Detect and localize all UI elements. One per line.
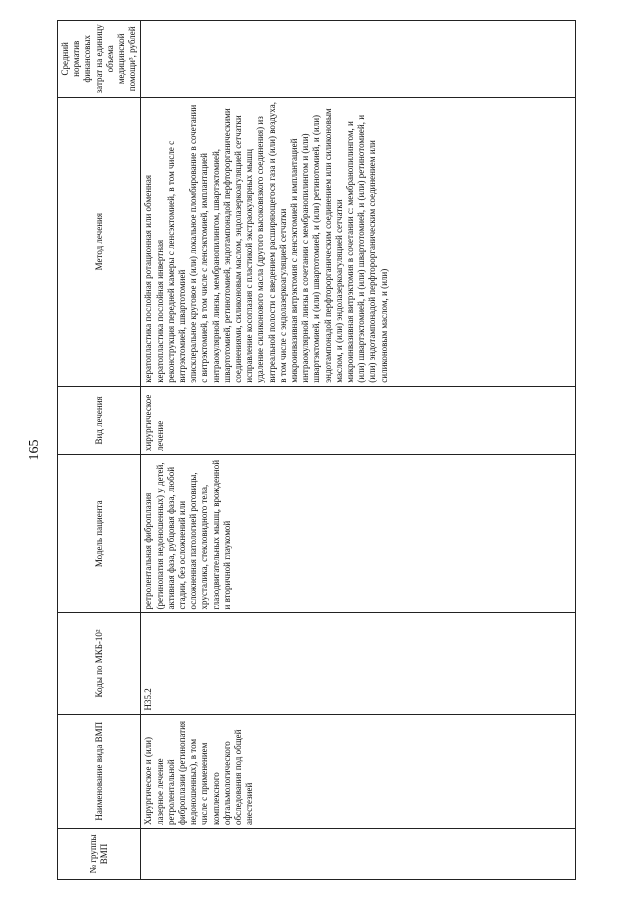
page-number: 165 bbox=[27, 439, 42, 461]
method-item: реконструкция передней камеры с ленсэктомией, в том числе с витрэктомией, швартотомией bbox=[165, 140, 188, 383]
cell-group-number bbox=[141, 828, 576, 879]
method-item: микроинвазивная витрэктомия в сочетании с: мембранопилингом, и (или) швартэктомией, и (или) швартотомией, и (или) ретинотомией, и (или) эндотампонадой перфторорганическим соединением или силиконовым маслом, и (или) bbox=[345, 114, 389, 383]
header-average-cost: Средний норматив финансовых затрат на единицу объема медицинской помощи³, рублей bbox=[58, 21, 141, 98]
cell-average-cost bbox=[141, 21, 576, 98]
cell-treatment-type: хирургическое лечение bbox=[141, 386, 576, 454]
header-patient-model: Модель пациента bbox=[58, 455, 141, 613]
header-group-number: № группы ВМП bbox=[58, 828, 141, 879]
method-item: кератопластика послойная ротационная или обменная bbox=[143, 175, 154, 383]
header-icd-codes: Коды по МКБ-10² bbox=[58, 613, 141, 714]
method-item: микроинвазивная витрэктомия с ленсэктомией и имплантацией интраокулярной линзы в сочетании с мембранопилингом и (или) швартэктомией, и (или) швартотомией, и (или) ретинотомией, и (или) эндотампонадой перфторорганическим соединением или силиконовым маслом, и (или) эндолазеркоагуляцией сетчатки bbox=[289, 108, 344, 383]
header-treatment-method: Метод лечения bbox=[58, 97, 141, 386]
header-treatment-type: Вид лечения bbox=[58, 386, 141, 454]
cell-icd-code: H35.2 bbox=[141, 613, 576, 714]
table-header bbox=[58, 21, 141, 880]
cell-treatment-methods bbox=[141, 97, 576, 386]
header-row bbox=[58, 21, 141, 880]
method-item: удаление силиконового масла (другого высоковязкого соединения) из витреальной полости с введением расширяющегося газа и (или) воздуха, в том числе с эндолазеркоагуляцией сетчатки bbox=[255, 102, 288, 383]
cell-vmp-name: Хирургическое и (или) лазерное лечение ретролентальной фиброплазии (ретинопатия недоношенных), в том числе с применением комплексного офтальмологического обследования под общей анестезией bbox=[141, 714, 576, 828]
vmp-table bbox=[57, 20, 576, 880]
header-vmp-name: Наименование вида ВМП bbox=[58, 714, 141, 828]
method-item: кератопластика послойная инвертная bbox=[154, 239, 165, 383]
cell-patient-model: ретролентальная фиброплазия (ретинопатия недоношенных) у детей, активная фаза, рубцовая фаза, любой стадии, без осложнений или осложненная патологией роговицы, хрусталика, стекловидного тела, глазодвигательных мышц, врожденной и вторичной глаукомой bbox=[141, 455, 576, 613]
table-body bbox=[141, 21, 576, 880]
method-item: эписклеральное круговое и (или) локальное пломбирование в сочетании с витрэктомией, в том числе с ленсэктомией, имплантацией интраокулярной линзы, мембранопилингом, швартэктомией, швартотомией, ретинотомией, эндотампонадой перфторорганическими соединениями, силиконовым маслом, эндолазеркоагуляцией сетчатки bbox=[188, 104, 244, 383]
table-row bbox=[141, 21, 576, 880]
rotated-landscape-page bbox=[27, 20, 612, 880]
method-item: исправление косоглазия с пластикой экстраокулярных мышц bbox=[244, 149, 255, 383]
